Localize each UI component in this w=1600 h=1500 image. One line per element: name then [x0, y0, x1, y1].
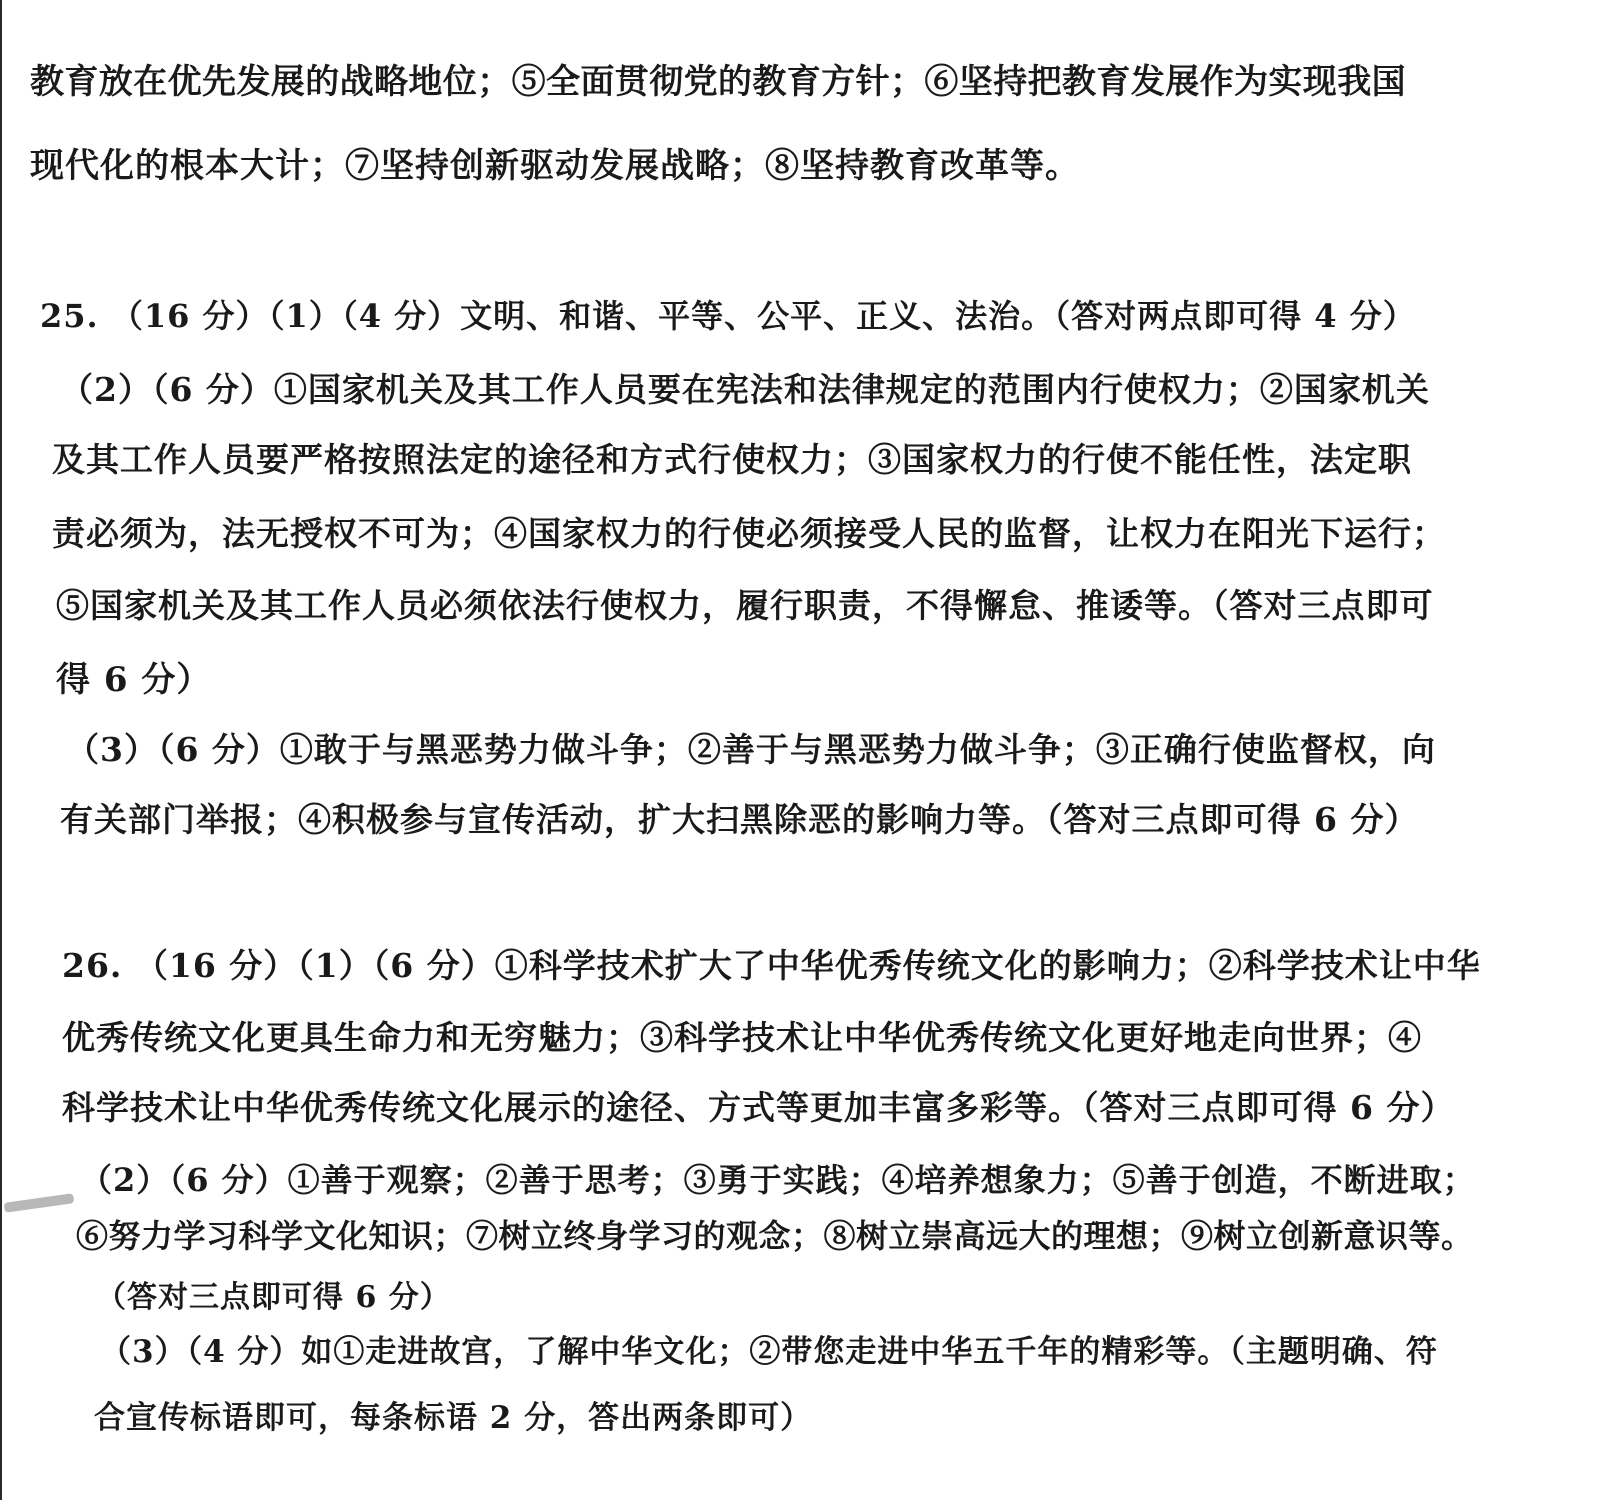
q26-line-5: ⑥努力学习科学文化知识；⑦树立终身学习的观念；⑧树立崇高远大的理想；⑨树立创新意识等。 [76, 1217, 1474, 1255]
q26-line-4: （2）（6 分）①善于观察；②善于思考；③勇于实践；④培养想象力；⑤善于创造，不断进取； [80, 1161, 1476, 1199]
q25-line-8: 有关部门举报；④积极参与宣传活动，扩大扫黑除恶的影响力等。（答对三点即可得 6 分） [60, 800, 1419, 839]
q25-line-2: （2）（6 分）①国家机关及其工作人员要在宪法和法律规定的范围内行使权力；②国家机关 [60, 370, 1430, 409]
q26-line-2: 优秀传统文化更具生命力和无穷魅力；③科学技术让中华优秀传统文化更好地走向世界；④ [62, 1018, 1422, 1057]
q25-line-1: 25. （16 分）（1）（4 分）文明、和谐、平等、公平、正义、法治。（答对两点即可得 4 分） [40, 297, 1416, 335]
q25-line-5: ⑤国家机关及其工作人员必须依法行使权力，履行职责，不得懈怠、推诿等。（答对三点即可 [56, 586, 1434, 625]
q25-line-3: 及其工作人员要严格按照法定的途径和方式行使权力；③国家权力的行使不能任性，法定职 [52, 440, 1412, 479]
q25-line-4: 责必须为，法无授权不可为；④国家权力的行使必须接受人民的监督，让权力在阳光下运行； [52, 514, 1446, 553]
q26-line-1: 26. （16 分）（1）（6 分）①科学技术扩大了中华优秀传统文化的影响力；②科学技术让中华 [62, 946, 1481, 985]
q26-line-6: （答对三点即可得 6 分） [96, 1280, 451, 1315]
q26-line-3: 科学技术让中华优秀传统文化展示的途径、方式等更加丰富多彩等。（答对三点即可得 6 分） [62, 1088, 1455, 1127]
q25-line-6: 得 6 分） [56, 660, 212, 700]
q26-line-8: 合宣传标语即可，每条标语 2 分，答出两条即可） [94, 1400, 813, 1436]
intro-line-1: 教育放在优先发展的战略地位；⑤全面贯彻党的教育方针；⑥坚持把教育发展作为实现我国 [30, 62, 1406, 102]
intro-line-2: 现代化的根本大计；⑦坚持创新驱动发展战略；⑧坚持教育改革等。 [30, 146, 1080, 186]
q25-line-7: （3）（6 分）①敢于与黑恶势力做斗争；②善于与黑恶势力做斗争；③正确行使监督权，向 [66, 730, 1436, 769]
q26-line-7: （3）（4 分）如①走进故宫，了解中华文化；②带您走进中华五千年的精彩等。（主题明确、符 [100, 1334, 1438, 1370]
